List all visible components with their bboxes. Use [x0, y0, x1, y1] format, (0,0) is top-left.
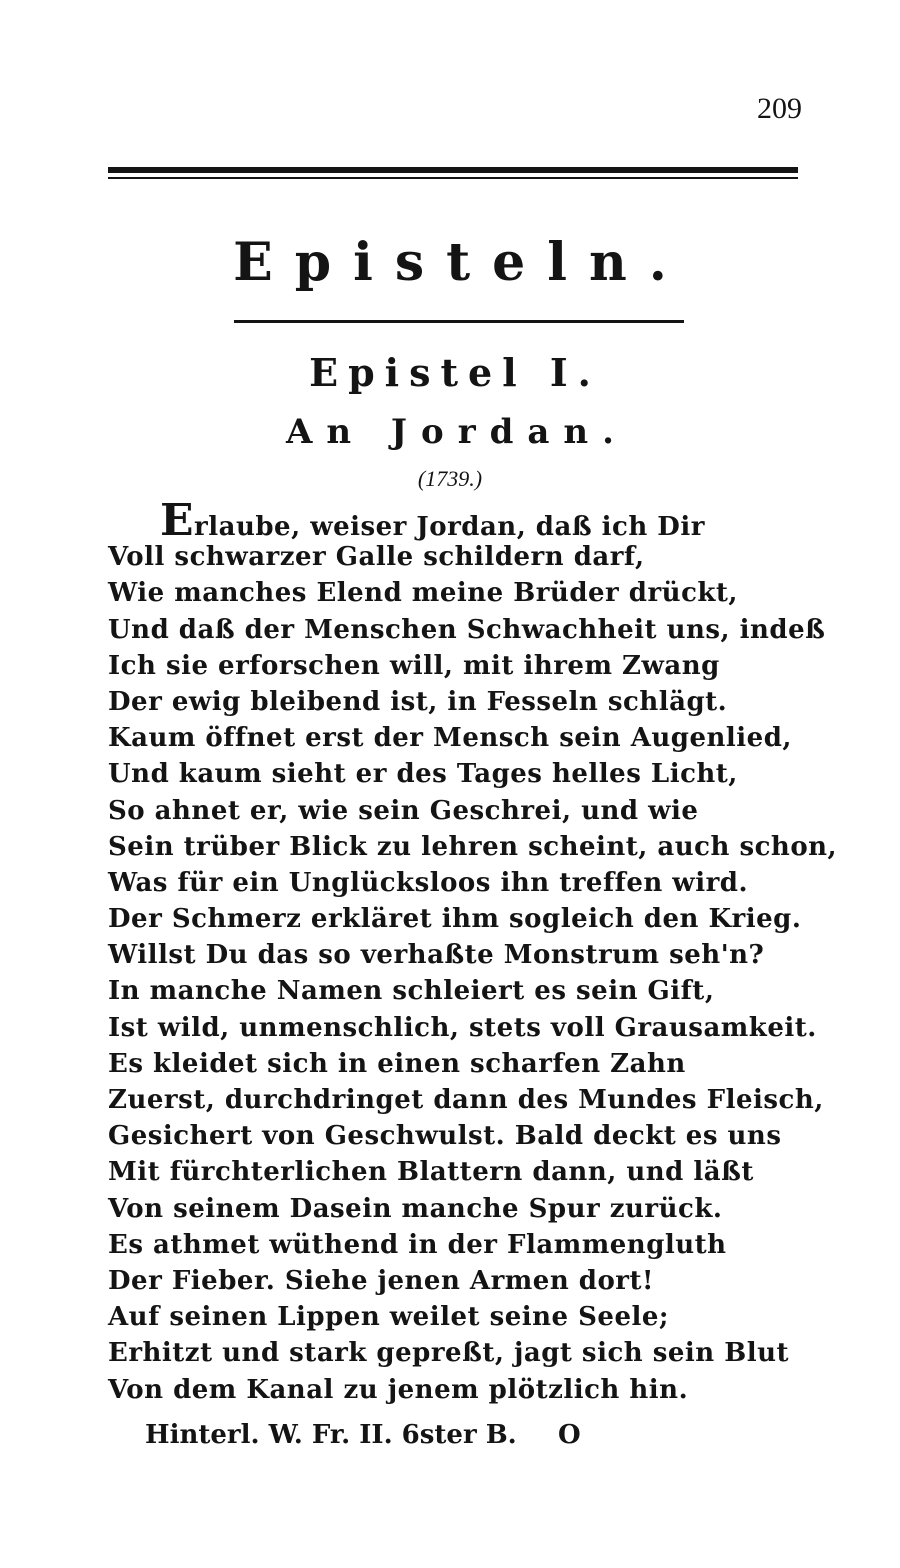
poem-line: Der Schmerz erkläret ihm sogleich den Krieg.: [108, 904, 802, 935]
poem-line: Es athmet wüthend in der Flammengluth: [108, 1229, 727, 1260]
poem-line: Von dem Kanal zu jenem plötzlich hin.: [108, 1374, 689, 1405]
header-double-rule: [108, 167, 798, 179]
poem-line: Es kleidet sich in einen scharfen Zahn: [108, 1048, 686, 1079]
poem-line: Sein trüber Blick zu lehren scheint, auch schon,: [108, 831, 838, 862]
printer-signature: Hinterl. W. Fr. II. 6ster B.: [145, 1420, 517, 1450]
drop-initial: E: [160, 495, 195, 546]
poem-line: Von seinem Dasein manche Spur zurück.: [108, 1193, 723, 1224]
poem-line: Wie manches Elend meine Brüder drückt,: [108, 578, 738, 609]
year: (1739.): [417, 466, 483, 491]
poem-line: Gesichert von Geschwulst. Bald deckt es uns: [108, 1121, 782, 1152]
first-line-text: rlaube, weiser Jordan, daß ich Dir: [194, 512, 705, 542]
poem-line: Ist wild, unmenschlich, stets voll Grausamkeit.: [108, 1012, 817, 1043]
section-title: Episteln.: [233, 232, 689, 293]
poem-line: Mit fürchterlichen Blattern dann, und läßt: [108, 1157, 754, 1188]
poem-line: So ahnet er, wie sein Geschrei, und wie: [108, 795, 699, 826]
poem-line: Ich sie erforschen will, mit ihrem Zwang: [108, 650, 720, 681]
poem-line: Zuerst, durchdringet dann des Mundes Fleisch,: [108, 1085, 824, 1115]
poem-body: [108, 495, 838, 1408]
header-rule-thin: [108, 177, 798, 179]
poem-line: Voll schwarzer Galle schildern darf,: [108, 542, 645, 573]
poem-line: Was für ein Unglücksloos ihn treffen wird.: [108, 867, 748, 898]
poem-line: In manche Namen schleiert es sein Gift,: [108, 976, 715, 1007]
poem-line: Kaum öffnet erst der Mensch sein Augenlied,: [108, 723, 792, 754]
poem-line: Und daß der Menschen Schwachheit uns, indeß: [108, 614, 826, 645]
poem-line: Der ewig bleibend ist, in Fesseln schlägt.: [108, 686, 728, 717]
poem-line-first: [108, 495, 808, 546]
header-rule-thick: [108, 167, 798, 173]
epistle-title: Epistel I.: [309, 350, 601, 395]
poem-line: Und kaum sieht er des Tages helles Licht,: [108, 759, 738, 790]
poem-line: Der Fieber. Siehe jenen Armen dort!: [108, 1265, 654, 1296]
title-divider: [234, 320, 684, 323]
page-number: 209: [757, 92, 802, 125]
poem-line: Erhitzt und stark gepreßt, jagt sich sein Blut: [108, 1338, 790, 1369]
poem-line: Willst Du das so verhaßte Monstrum seh'n?: [108, 940, 765, 971]
recipient-heading: An Jordan.: [286, 412, 628, 452]
poem-line: Auf seinen Lippen weilet seine Seele;: [108, 1302, 669, 1333]
signature-mark: O: [558, 1420, 581, 1450]
